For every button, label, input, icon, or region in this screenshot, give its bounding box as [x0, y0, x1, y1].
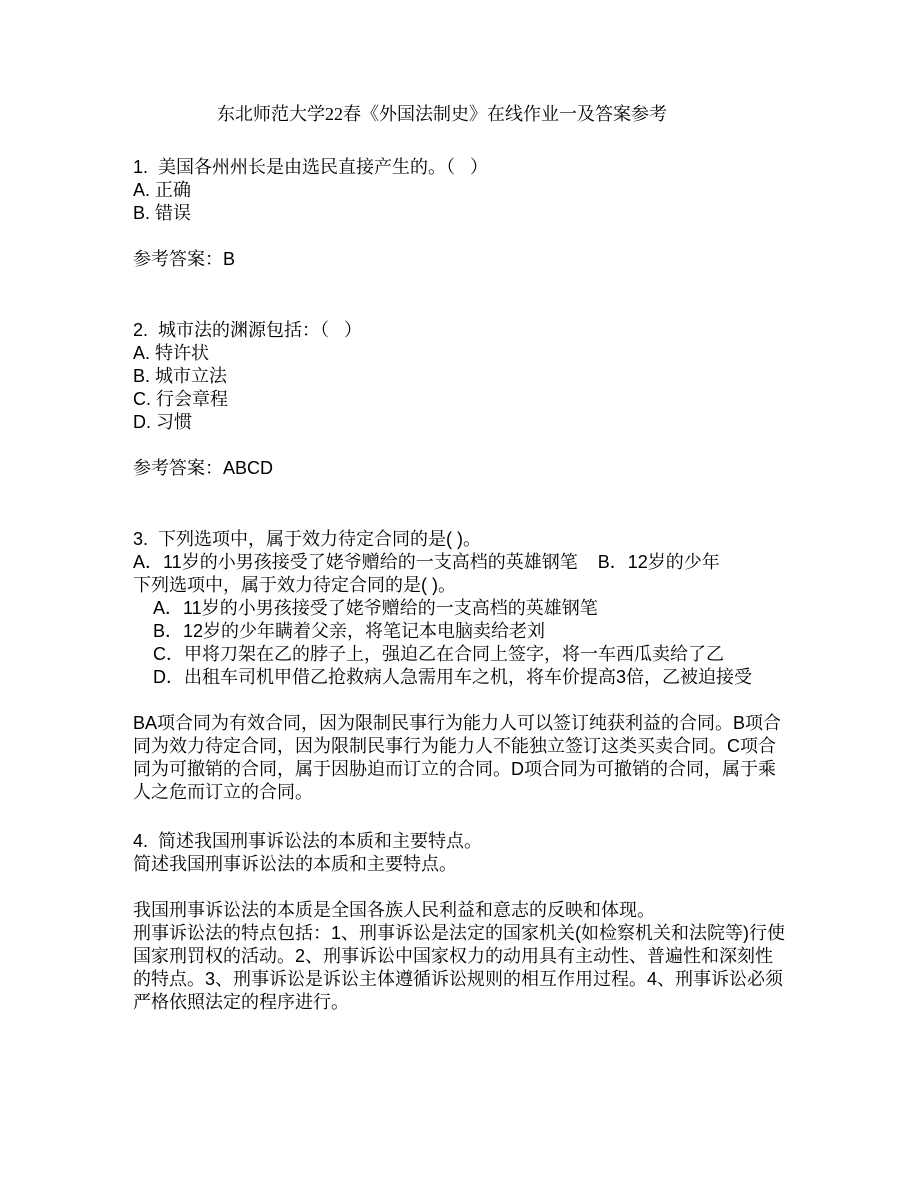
question-4-answer-line-2: 刑事诉讼法的特点包括：1、刑事诉讼是法定的国家机关(如检察机关和法院等)行使国家刑罚权的活动。2、刑事诉讼中国家权力的动用具有主动性、普遍性和深刻性的特点。3、刑事诉讼是诉讼主体遵循诉讼规则的相互作用过程。4、刑事诉讼必须严格依照法定的程序进行。 — [133, 923, 785, 1012]
question-4-answer — [133, 899, 788, 1014]
question-2 — [133, 319, 788, 434]
question-3-option-b: B．12岁的少年瞒着父亲，将笔记本电脑卖给老刘 — [153, 621, 546, 641]
question-2-prompt: 2. 城市法的渊源包括：（ ） — [133, 320, 363, 340]
question-3-option-a: A．11岁的小男孩接受了姥爷赠给的一支高档的英雄钢笔 — [153, 598, 598, 618]
question-1-option-a: A. 正确 — [133, 180, 192, 200]
question-4 — [133, 830, 788, 876]
question-4-prompt: 4. 简述我国刑事诉讼法的本质和主要特点。 — [133, 831, 483, 851]
question-3-option-line: A．11岁的小男孩接受了姥爷赠给的一支高档的英雄钢笔 B．12岁的少年 — [133, 552, 720, 572]
question-3-prompt: 3. 下列选项中，属于效力待定合同的是( )。 — [133, 529, 482, 549]
question-2-option-b: B. 城市立法 — [133, 366, 228, 386]
question-2-answer: 参考答案：ABCD — [133, 458, 274, 478]
question-2-option-d: D. 习惯 — [133, 412, 193, 432]
question-3-explanation: BA项合同为有效合同，因为限制民事行为能力人可以签订纯获利益的合同。B项合同为效力待定合同，因为限制民事行为能力人不能独立签订这类买卖合同。C项合同为可撤销的合同，属于因胁迫而订立的合同。D项合同为可撤销的合同，属于乘人之危而订立的合同。 — [133, 713, 782, 802]
question-3-option-d: D．出租车司机甲借乙抢救病人急需用车之机，将车价提高3倍，乙被迫接受 — [153, 667, 753, 687]
question-4-prompt-repeat: 简述我国刑事诉讼法的本质和主要特点。 — [133, 854, 457, 874]
document-title: 东北师范大学22春《外国法制史》在线作业一及答案参考 — [217, 104, 667, 124]
question-1-option-b: B. 错误 — [133, 203, 192, 223]
question-1 — [133, 156, 788, 225]
question-3-option-c: C．甲将刀架在乙的脖子上，强迫乙在合同上签字，将一车西瓜卖给了乙 — [153, 644, 724, 664]
question-3-prompt-repeat: 下列选项中，属于效力待定合同的是( )。 — [133, 575, 456, 595]
question-3 — [133, 528, 788, 689]
question-1-answer: 参考答案：B — [133, 249, 236, 269]
question-2-option-c: C. 行会章程 — [133, 389, 229, 409]
question-1-prompt: 1. 美国各州州长是由选民直接产生的。（ ） — [133, 157, 489, 177]
question-2-option-a: A. 特许状 — [133, 343, 210, 363]
question-4-answer-line-1: 我国刑事诉讼法的本质是全国各族人民利益和意志的反映和体现。 — [133, 900, 655, 920]
